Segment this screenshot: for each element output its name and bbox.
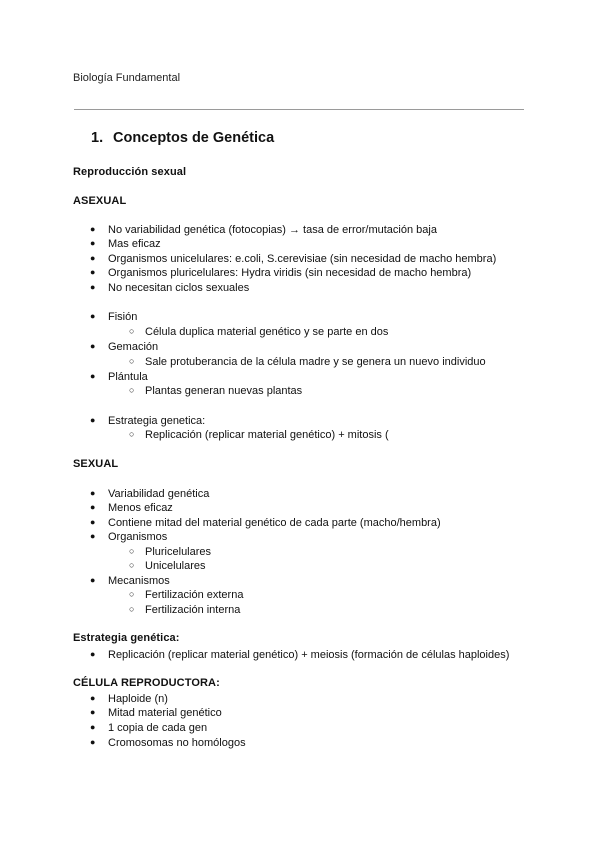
bullet-icon: ● bbox=[90, 238, 96, 248]
bullet-icon: ● bbox=[90, 371, 96, 381]
bullet-icon: ● bbox=[90, 722, 96, 732]
list-item: ● Organismos bbox=[90, 531, 168, 543]
bullet-icon: ● bbox=[90, 267, 96, 277]
sub-list-item: ○ Replicación (replicar material genético) + mitosis ( bbox=[129, 429, 389, 441]
list-item: ● No necesitan ciclos sexuales bbox=[90, 282, 250, 294]
list-item: ● Plántula bbox=[90, 371, 148, 383]
bullet-icon: ● bbox=[90, 575, 96, 585]
list-item: ● Estrategia genetica: bbox=[90, 415, 206, 427]
circle-bullet-icon: ○ bbox=[129, 385, 135, 395]
sub-list-item: ○ Célula duplica material genético y se parte en dos bbox=[129, 326, 389, 338]
circle-bullet-icon: ○ bbox=[129, 429, 135, 439]
page-title bbox=[91, 130, 274, 146]
bullet-icon: ● bbox=[90, 693, 96, 703]
section-heading-reproduccion: Reproducción sexual bbox=[73, 166, 187, 178]
sub-list-item: ○ Pluricelulares bbox=[129, 546, 212, 558]
list-item: ● Mas eficaz bbox=[90, 238, 161, 250]
title-text: Conceptos de Genética bbox=[113, 130, 275, 146]
section-heading-celula: CÉLULA REPRODUCTORA: bbox=[73, 677, 220, 689]
sub-list-item: ○ Plantas generan nuevas plantas bbox=[129, 385, 303, 397]
sub-list-item: ○ Fertilización interna bbox=[129, 604, 241, 616]
list-item: ● Menos eficaz bbox=[90, 502, 173, 514]
circle-bullet-icon: ○ bbox=[129, 326, 135, 336]
document-header: Biología Fundamental bbox=[73, 72, 181, 84]
bullet-icon: ● bbox=[90, 502, 96, 512]
list-item: ● Organismos unicelulares: e.coli, S.cerevisiae (sin necesidad de macho hembra) bbox=[90, 253, 497, 265]
circle-bullet-icon: ○ bbox=[129, 546, 135, 556]
section-heading-sexual: SEXUAL bbox=[73, 458, 119, 470]
bullet-icon: ● bbox=[90, 224, 96, 234]
bullet-icon: ● bbox=[90, 707, 96, 717]
list-item: ● Haploide (n) bbox=[90, 693, 168, 705]
bullet-icon: ● bbox=[90, 282, 96, 292]
bullet-icon: ● bbox=[90, 737, 96, 747]
list-item: ● Replicación (replicar material genético) + meiosis (formación de células haploides) bbox=[90, 649, 510, 661]
list-item: ● Contiene mitad del material genético de cada parte (macho/hembra) bbox=[90, 517, 441, 529]
list-item: ● Variabilidad genética bbox=[90, 488, 210, 500]
bullet-icon: ● bbox=[90, 517, 96, 527]
section-heading-asexual: ASEXUAL bbox=[73, 195, 127, 207]
list-item: ● Mecanismos bbox=[90, 575, 170, 587]
bullet-icon: ● bbox=[90, 415, 96, 425]
list-item: ● 1 copia de cada gen bbox=[90, 722, 208, 734]
section-heading-estrategia: Estrategia genética: bbox=[73, 632, 180, 644]
circle-bullet-icon: ○ bbox=[129, 589, 135, 599]
circle-bullet-icon: ○ bbox=[129, 604, 135, 614]
circle-bullet-icon: ○ bbox=[129, 356, 135, 366]
sub-list-item: ○ Unicelulares bbox=[129, 560, 206, 572]
header-divider bbox=[74, 109, 524, 110]
bullet-icon: ● bbox=[90, 253, 96, 263]
list-item: ● No variabilidad genética (fotocopias) → tasa de error/mutación baja bbox=[90, 224, 437, 236]
bullet-icon: ● bbox=[90, 311, 96, 321]
bullet-icon: ● bbox=[90, 488, 96, 498]
circle-bullet-icon: ○ bbox=[129, 560, 135, 570]
sub-list-item: ○ Fertilización externa bbox=[129, 589, 244, 601]
list-item: ● Mitad material genético bbox=[90, 707, 222, 719]
title-number: 1. bbox=[91, 130, 104, 146]
list-item: ● Gemación bbox=[90, 341, 159, 353]
list-item: ● Fisión bbox=[90, 311, 138, 323]
sub-list-item: ○ Sale protuberancia de la célula madre y se genera un nuevo individuo bbox=[129, 356, 486, 368]
list-item: ● Organismos pluricelulares: Hydra viridis (sin necesidad de macho hembra) bbox=[90, 267, 472, 279]
bullet-icon: ● bbox=[90, 531, 96, 541]
list-item: ● Cromosomas no homólogos bbox=[90, 737, 246, 749]
bullet-icon: ● bbox=[90, 341, 96, 351]
bullet-icon: ● bbox=[90, 649, 96, 659]
